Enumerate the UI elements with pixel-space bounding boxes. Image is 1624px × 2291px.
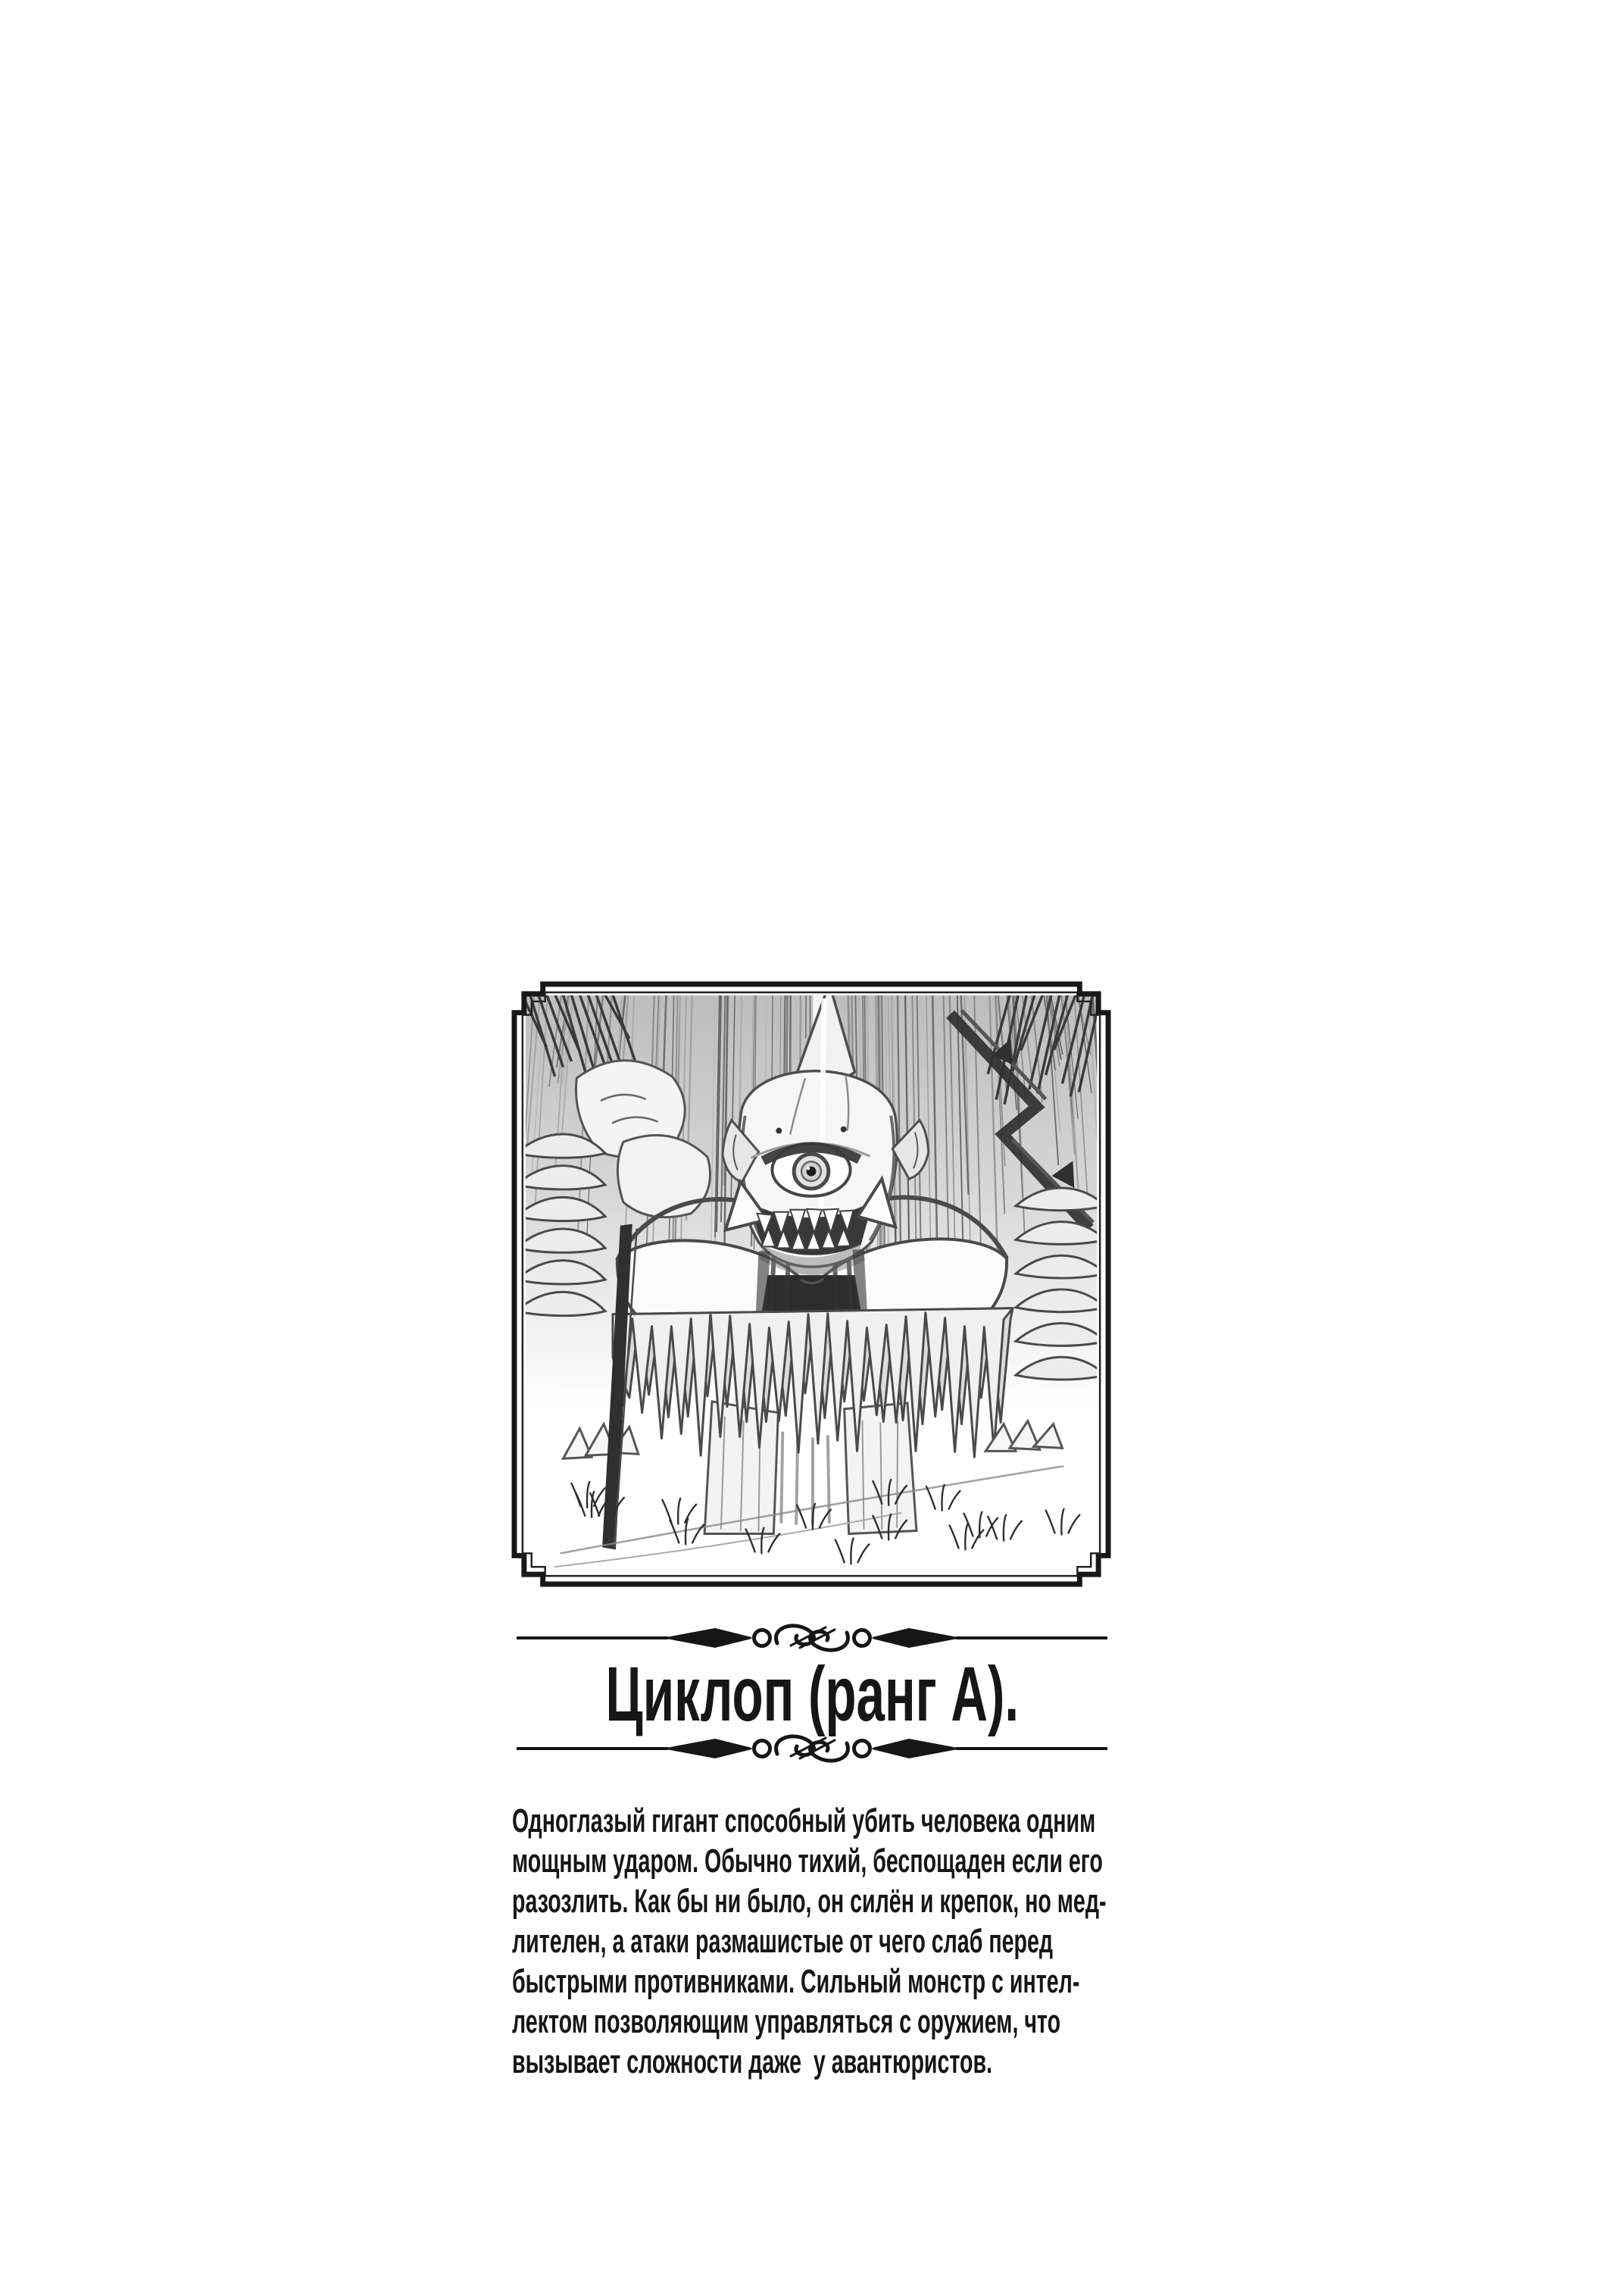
description-line: быстрыми противниками. Сильный монстр с интел- (512, 1963, 1080, 2000)
page-title (512, 1652, 1112, 1736)
description-line: лектом позволяющим управляться с оружием, что (512, 2003, 1061, 2040)
cyclops-illustration (511, 980, 1112, 1588)
page-title-text: Циклоп (ранг А). (605, 1651, 1019, 1737)
divider-ornament-bottom (512, 1732, 1112, 1765)
monster-description (512, 1801, 1133, 2082)
description-line: разозлить. Как бы ни было, он силён и крепок, но мед- (512, 1883, 1107, 1920)
description-line: Одноглазый гигант способный убить человека одним (512, 1802, 1096, 1839)
description-line: мощным ударом. Обычно тихий, беспощаден если его (512, 1842, 1103, 1880)
description-line: вызывает сложности даже у авантюристов. (512, 2043, 993, 2080)
monster-artwork-panel (511, 980, 1112, 1588)
artwork (511, 991, 1107, 1573)
flourish-divider-icon (512, 1621, 1112, 1655)
flourish-divider-icon (512, 1732, 1112, 1765)
description-line: лителен, а атаки размашистые от чего слаб перед (512, 1923, 1054, 1960)
divider-ornament-top (512, 1621, 1112, 1655)
